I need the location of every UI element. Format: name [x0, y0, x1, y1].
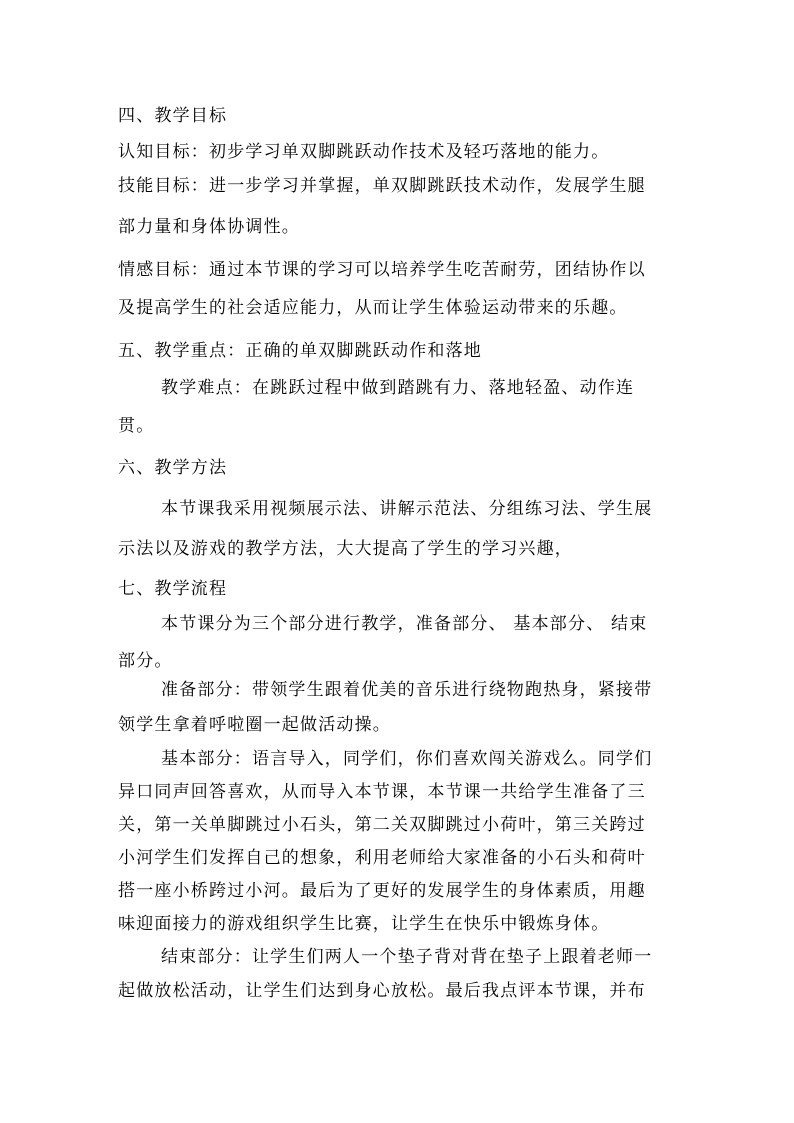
- paragraph-line: 小河学生们发挥自己的想象，利用老师给大家准备的小石头和荷叶: [118, 848, 646, 868]
- heading-teaching-focus: 五、教学重点：正确的单双脚跳跃动作和落地: [118, 341, 482, 361]
- paragraph-line: 本节课我采用视频展示法、讲解示范法、分组练习法、学生展: [161, 499, 653, 519]
- paragraph-line: 领学生拿着呼啦圈一起做活动操。: [118, 715, 391, 735]
- paragraph-line: 技能目标：进一步学习并掌握，单双脚跳跃技术动作，发展学生腿: [118, 176, 646, 196]
- paragraph-line: 教学难点：在跳跃过程中做到踏跳有力、落地轻盈、动作连: [161, 378, 635, 398]
- paragraph-line: 结束部分：让学生们两人一个垫子背对背在垫子上跟着老师一: [161, 947, 653, 967]
- paragraph-line: 贯。: [118, 416, 155, 436]
- paragraph-line: 部力量和身体协调性。: [118, 217, 300, 237]
- paragraph-line: 异口同声回答喜欢，从而导入本节课，本节课一共给学生准备了三: [118, 782, 646, 802]
- heading-teaching-methods: 六、教学方法: [118, 458, 228, 478]
- paragraph-line: 准备部分：带领学生跟着优美的音乐进行绕物跑热身，紧接带: [161, 680, 653, 700]
- paragraph-line: 示法以及游戏的教学方法，大大提高了学生的学习兴趣，: [118, 539, 573, 559]
- heading-teaching-goals: 四、教学目标: [118, 106, 228, 126]
- paragraph-line: 搭一座小桥跨过小河。最后为了更好的发展学生的身体素质，用趣: [118, 881, 646, 901]
- paragraph-line: 关，第一关单脚跳过小石头，第二关双脚跳过小荷叶，第三关跨过: [118, 815, 646, 835]
- paragraph-line: 认知目标：初步学习单双脚跳跃动作技术及轻巧落地的能力。: [118, 142, 610, 162]
- paragraph-line: 部分。: [118, 651, 173, 671]
- paragraph-line: 本节课分为三个部分进行教学，准备部分、 基本部分、 结束: [161, 614, 648, 634]
- paragraph-line: 味迎面接力的游戏组织学生比赛，让学生在快乐中锻炼身体。: [118, 914, 610, 934]
- paragraph-line: 及提高学生的社会适应能力，从而让学生体验运动带来的乐趣。: [118, 298, 628, 318]
- paragraph-line: 起做放松活动，让学生们达到身心放松。最后我点评本节课，并布: [118, 981, 646, 1001]
- paragraph-line: 基本部分：语言导入，同学们，你们喜欢闯关游戏么。同学们: [161, 749, 653, 769]
- paragraph-line: 情感目标：通过本节课的学习可以培养学生吃苦耐劳，团结协作以: [118, 260, 646, 280]
- heading-teaching-process: 七、教学流程: [118, 579, 228, 599]
